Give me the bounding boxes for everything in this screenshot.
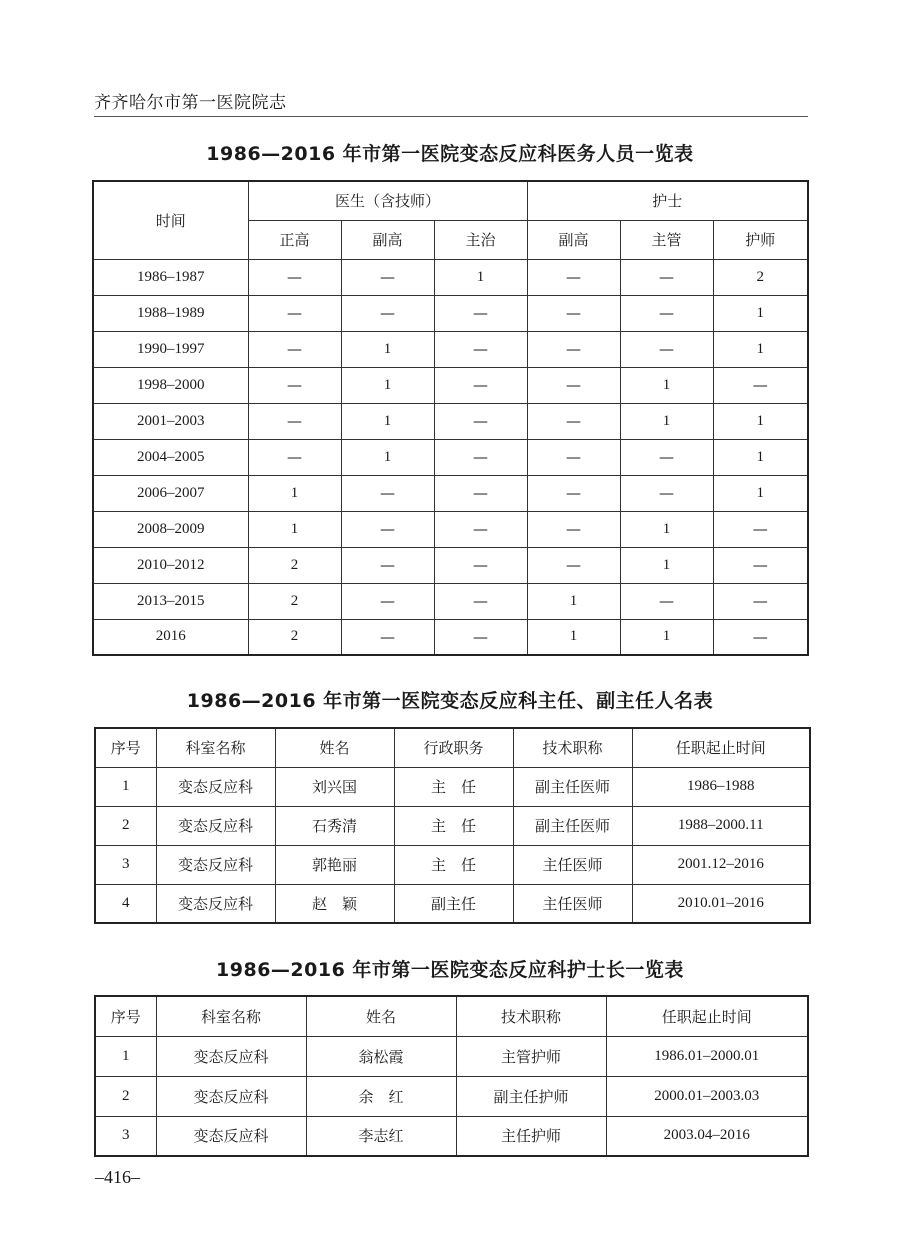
table-cell: —	[527, 547, 620, 583]
table-cell: 1986–1988	[632, 767, 810, 806]
table-cell: 1	[341, 367, 434, 403]
table-cell: 变态反应科	[156, 1116, 306, 1156]
table-cell: 主管护师	[456, 1036, 606, 1076]
director-table-title: 1986—2016 年市第一医院变态反应科主任、副主任人名表	[186, 690, 714, 712]
staff-subheader: 正高	[248, 220, 341, 259]
table-cell: 1	[620, 367, 713, 403]
table-cell: 1	[527, 583, 620, 619]
table-cell: 1988–1989	[93, 295, 248, 331]
table-row	[95, 1036, 808, 1076]
table-cell: 主任医师	[513, 845, 632, 884]
table-cell: 1	[341, 439, 434, 475]
table-cell: —	[527, 295, 620, 331]
table-cell: 1	[713, 331, 808, 367]
table-cell: 2008–2009	[93, 511, 248, 547]
table-row	[93, 547, 808, 583]
staff-doctors-group-header: 医生（含技师）	[248, 181, 527, 220]
staff-subheader: 副高	[341, 220, 434, 259]
table-cell: 主 任	[394, 806, 513, 845]
table-cell: 变态反应科	[156, 884, 275, 923]
table-cell: 3	[95, 1116, 156, 1156]
table-cell: 1	[713, 403, 808, 439]
staff-table	[92, 180, 809, 656]
table-cell: 变态反应科	[156, 806, 275, 845]
table-cell: 赵 颖	[275, 884, 394, 923]
table-row	[93, 259, 808, 295]
table-cell: —	[434, 547, 527, 583]
table-row	[95, 845, 810, 884]
table-cell: —	[341, 583, 434, 619]
table-cell: 1	[341, 403, 434, 439]
table-cell: 1	[248, 475, 341, 511]
table-cell: —	[527, 403, 620, 439]
table-cell: —	[620, 259, 713, 295]
staff-subheader: 主管	[620, 220, 713, 259]
table-cell: —	[248, 367, 341, 403]
table-cell: 2	[248, 619, 341, 655]
table-cell: —	[713, 619, 808, 655]
table-cell: 郭艳丽	[275, 845, 394, 884]
table-cell: —	[341, 619, 434, 655]
table-cell: 1986.01–2000.01	[606, 1036, 808, 1076]
table-cell: —	[434, 439, 527, 475]
table-cell: 1	[713, 439, 808, 475]
director-header-title: 技术职称	[513, 728, 632, 767]
table-row	[93, 295, 808, 331]
table-row	[93, 367, 808, 403]
table-cell: 4	[95, 884, 156, 923]
table-row	[95, 884, 810, 923]
table-row	[95, 1116, 808, 1156]
table-row	[93, 439, 808, 475]
table-cell: 1986–1987	[93, 259, 248, 295]
table-cell: 主 任	[394, 767, 513, 806]
table-cell: 1	[248, 511, 341, 547]
director-table	[94, 727, 811, 924]
table-cell: 2000.01–2003.03	[606, 1076, 808, 1116]
staff-subheader: 护师	[713, 220, 808, 259]
director-header-index: 序号	[95, 728, 156, 767]
table-cell: 变态反应科	[156, 767, 275, 806]
table-cell: 李志红	[306, 1116, 456, 1156]
staff-nurses-group-header: 护士	[527, 181, 808, 220]
table-cell: 石秀清	[275, 806, 394, 845]
table-cell: 2001.12–2016	[632, 845, 810, 884]
table-cell: —	[713, 583, 808, 619]
director-table-body	[95, 767, 810, 923]
running-head-title: 齐齐哈尔市第一医院院志	[94, 93, 287, 113]
director-header-position: 行政职务	[394, 728, 513, 767]
table-cell: 2016	[93, 619, 248, 655]
table-cell: 1998–2000	[93, 367, 248, 403]
table-cell: 2001–2003	[93, 403, 248, 439]
table-cell: 2010.01–2016	[632, 884, 810, 923]
table-row	[95, 1076, 808, 1116]
table-cell: 1	[713, 475, 808, 511]
nurse-header-index: 序号	[95, 996, 156, 1036]
table-row	[95, 806, 810, 845]
table-row	[93, 583, 808, 619]
table-cell: —	[434, 331, 527, 367]
table-cell: 副主任护师	[456, 1076, 606, 1116]
table-row	[93, 331, 808, 367]
table-cell: 翁松霞	[306, 1036, 456, 1076]
table-cell: 2	[713, 259, 808, 295]
table-cell: 2003.04–2016	[606, 1116, 808, 1156]
table-cell: 2004–2005	[93, 439, 248, 475]
table-cell: 1	[620, 403, 713, 439]
table-cell: —	[341, 259, 434, 295]
table-cell: 2	[95, 1076, 156, 1116]
nurse-header-dept: 科室名称	[156, 996, 306, 1036]
table-cell: 1990–1997	[93, 331, 248, 367]
table-cell: —	[713, 367, 808, 403]
table-row	[93, 403, 808, 439]
table-cell: 副主任医师	[513, 806, 632, 845]
table-cell: —	[248, 439, 341, 475]
table-cell: —	[341, 475, 434, 511]
table-cell: —	[527, 259, 620, 295]
table-cell: —	[713, 547, 808, 583]
table-cell: —	[434, 583, 527, 619]
table-cell: —	[620, 583, 713, 619]
table-cell: —	[434, 475, 527, 511]
table-row	[95, 767, 810, 806]
table-cell: 2013–2015	[93, 583, 248, 619]
table-cell: —	[248, 331, 341, 367]
director-header-name: 姓名	[275, 728, 394, 767]
table-cell: 变态反应科	[156, 1076, 306, 1116]
table-cell: 1	[434, 259, 527, 295]
table-cell: —	[434, 619, 527, 655]
staff-table-title: 1986—2016 年市第一医院变态反应科医务人员一览表	[206, 143, 694, 165]
table-cell: 主任护师	[456, 1116, 606, 1156]
table-cell: 主 任	[394, 845, 513, 884]
table-cell: —	[620, 295, 713, 331]
table-cell: —	[341, 511, 434, 547]
table-cell: 1988–2000.11	[632, 806, 810, 845]
table-row	[93, 475, 808, 511]
table-cell: —	[248, 295, 341, 331]
table-cell: —	[248, 403, 341, 439]
table-cell: —	[620, 475, 713, 511]
table-cell: —	[434, 367, 527, 403]
table-row	[93, 511, 808, 547]
staff-subheader: 副高	[527, 220, 620, 259]
table-cell: 余 红	[306, 1076, 456, 1116]
table-cell: 变态反应科	[156, 1036, 306, 1076]
table-cell: —	[434, 511, 527, 547]
header-rule	[94, 116, 808, 117]
table-cell: —	[341, 295, 434, 331]
table-cell: 刘兴国	[275, 767, 394, 806]
table-cell: 1	[527, 619, 620, 655]
table-cell: 1	[620, 547, 713, 583]
table-cell: —	[527, 439, 620, 475]
table-cell: —	[527, 511, 620, 547]
table-cell: 副主任医师	[513, 767, 632, 806]
table-cell: 主任医师	[513, 884, 632, 923]
nurse-header-title: 技术职称	[456, 996, 606, 1036]
nurse-header-name: 姓名	[306, 996, 456, 1036]
table-cell: 2006–2007	[93, 475, 248, 511]
table-cell: —	[527, 475, 620, 511]
table-cell: —	[434, 295, 527, 331]
table-cell: 2010–2012	[93, 547, 248, 583]
table-cell: 2	[248, 583, 341, 619]
head-nurse-table	[94, 995, 809, 1157]
head-nurse-table-title: 1986—2016 年市第一医院变态反应科护士长一览表	[216, 959, 684, 981]
staff-table-body	[93, 259, 808, 655]
table-cell: —	[248, 259, 341, 295]
nurse-header-term: 任职起止时间	[606, 996, 808, 1036]
staff-time-header: 时间	[93, 181, 248, 259]
table-cell: —	[527, 367, 620, 403]
table-cell: 副主任	[394, 884, 513, 923]
table-cell: —	[527, 331, 620, 367]
table-row	[93, 619, 808, 655]
director-header-term: 任职起止时间	[632, 728, 810, 767]
table-cell: 3	[95, 845, 156, 884]
staff-subheader: 主治	[434, 220, 527, 259]
director-header-dept: 科室名称	[156, 728, 275, 767]
table-cell: —	[620, 331, 713, 367]
table-cell: 1	[341, 331, 434, 367]
table-cell: 1	[713, 295, 808, 331]
table-cell: 1	[620, 511, 713, 547]
table-cell: 1	[620, 619, 713, 655]
table-cell: 2	[95, 806, 156, 845]
table-cell: —	[713, 511, 808, 547]
table-cell: 1	[95, 1036, 156, 1076]
table-cell: 变态反应科	[156, 845, 275, 884]
head-nurse-table-body	[95, 1036, 808, 1156]
table-cell: —	[620, 439, 713, 475]
table-cell: —	[341, 547, 434, 583]
table-cell: 2	[248, 547, 341, 583]
page-number: –416–	[95, 1167, 140, 1187]
table-cell: 1	[95, 767, 156, 806]
table-cell: —	[434, 403, 527, 439]
